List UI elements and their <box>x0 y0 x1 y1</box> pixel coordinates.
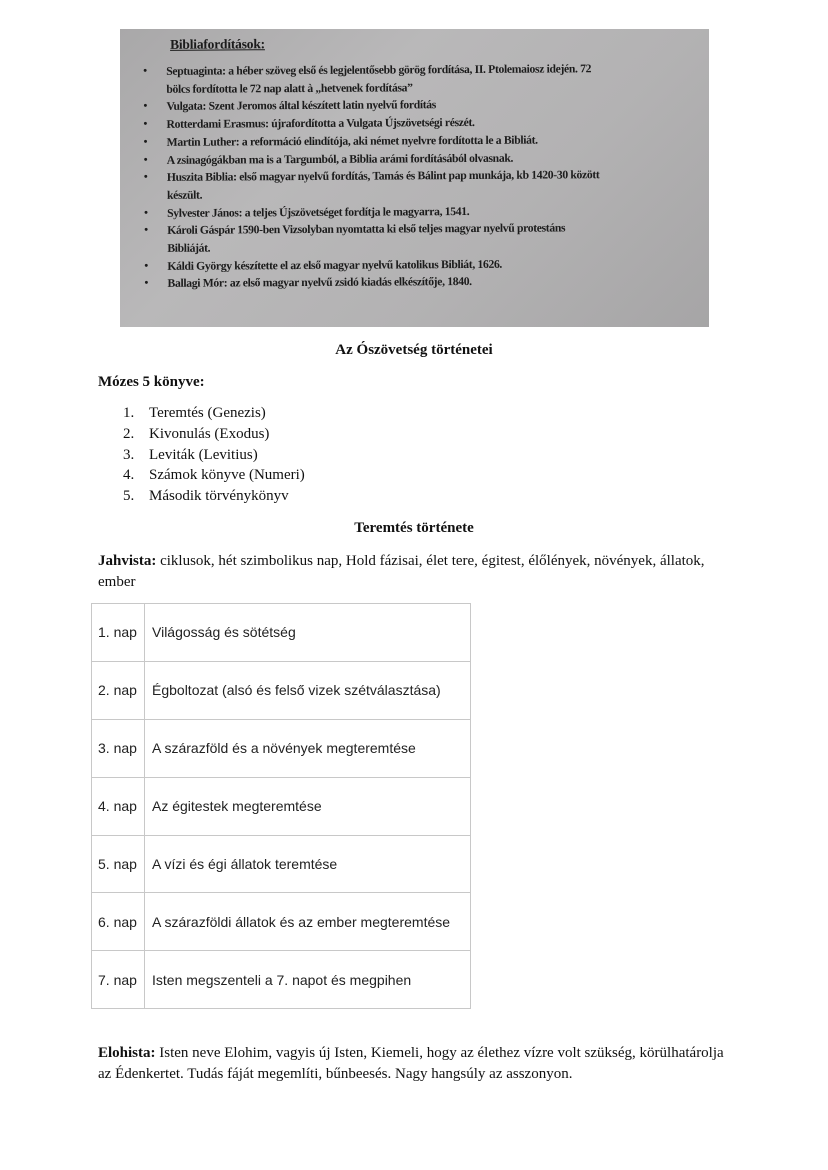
list-item: • Káldi György készítette el az első magyar nyelvű katolikus Bibliát, 1626. <box>141 254 690 275</box>
table-row: 5. nap A vízi és égi állatok teremtése <box>92 835 471 893</box>
list-item: 2. Kivonulás (Exodus) <box>123 425 270 442</box>
bullet: • <box>144 277 149 290</box>
list-item: • Rotterdami Erasmus: újrafordította a Vulgata Újszövetségi részét. <box>140 113 689 134</box>
list-item: • Huszita Biblia: első magyar nyelvű fordítás, Tamás és Bálint pap munkája, kb 1420-30 között <box>141 166 690 187</box>
list-item-continuation: bölcs fordította le 72 nap alatt à „hetvenek fordítása” <box>166 81 413 96</box>
jahvista-label: Jahvista: <box>98 553 157 569</box>
table-row: 7. nap Isten megszenteli a 7. napot és megpihen <box>92 951 471 1009</box>
heading-creation: Teremtés története <box>354 520 474 536</box>
list-item: • Ballagi Mór: az első magyar nyelvű zsidó kiadás elkészítője, 1840. <box>141 272 690 293</box>
list-item: 3. Leviták (Levitius) <box>123 446 258 463</box>
list-item: 5. Második törvénykönyv <box>123 488 289 505</box>
list-item: • A zsinagógákban ma is a Targumból, a Biblia arámi fordításából olvasnak. <box>141 148 690 169</box>
creation-days-table <box>91 603 471 1009</box>
bullet: • <box>144 224 148 237</box>
bible-translations-photo <box>120 29 709 327</box>
list-item: 1. Teremtés (Genezis) <box>123 405 266 421</box>
list-item: • Vulgata: Szent Jeromos által készített latin nyelvű fordítás <box>140 95 689 116</box>
elohista-label: Elohista: <box>98 1045 156 1061</box>
bullet: • <box>143 64 147 77</box>
list-item: • Martin Luther: a reformáció elindítója, aki német nyelvre fordította le a Bibliát. <box>141 130 690 151</box>
bullet: • <box>143 100 147 113</box>
list-item: • Septuaginta: a héber szöveg első és legjelentősebb görög fordítása, II. Ptolemaiosz idején. 72 <box>140 60 689 81</box>
bullet: • <box>143 135 148 148</box>
list-item-continuation: Bibliáját. <box>167 241 211 255</box>
jahvista-paragraph <box>98 551 738 593</box>
heading-old-testament: Az Ószövetség történetei <box>335 342 493 358</box>
moses-books-list <box>120 403 305 507</box>
list-item: 4. Számok könyve (Numeri) <box>123 467 305 484</box>
bullet: • <box>143 153 148 166</box>
bullet: • <box>144 259 148 272</box>
table-row: 2. nap Égboltozat (alsó és felső vizek szétválasztása) <box>92 661 471 719</box>
bullet: • <box>144 206 148 219</box>
list-item: • Károli Gáspár 1590-ben Vizsolyban nyomtatta ki első teljes magyar nyelvű protestáns <box>141 219 690 240</box>
table-row: 6. nap A szárazföldi állatok és az ember megteremtése <box>92 893 471 951</box>
table-row: 3. nap A szárazföld és a növények megteremtése <box>92 719 471 777</box>
translations-list <box>140 60 690 293</box>
list-item-continuation: készült. <box>166 188 203 202</box>
bullet: • <box>143 171 148 184</box>
list-item: • Sylvester János: a teljes Újszövetséget fordítja le magyarra, 1541. <box>141 201 690 222</box>
bullet: • <box>143 118 148 131</box>
moses-books-label: Mózes 5 könyve: <box>98 374 205 390</box>
table-row: 4. nap Az égitestek megteremtése <box>92 777 471 835</box>
table-row: 1. nap Világosság és sötétség <box>92 604 471 662</box>
jahvista-text: ciklusok, hét szimbolikus nap, Hold fázisai, élet tere, égitest, élőlények, növények, állatok, ember <box>98 553 705 590</box>
elohista-text: Isten neve Elohim, vagyis új Isten, Kiemeli, hogy az élethez vízre volt szükség, körülhatárolja az Édenkertet. Tudás fáját megemlíti, bűnbeesés. Nagy hangsúly az asszonyon. <box>98 1045 724 1082</box>
elohista-paragraph <box>98 1043 738 1085</box>
photo-title: Bibliafordítások: <box>169 36 265 52</box>
